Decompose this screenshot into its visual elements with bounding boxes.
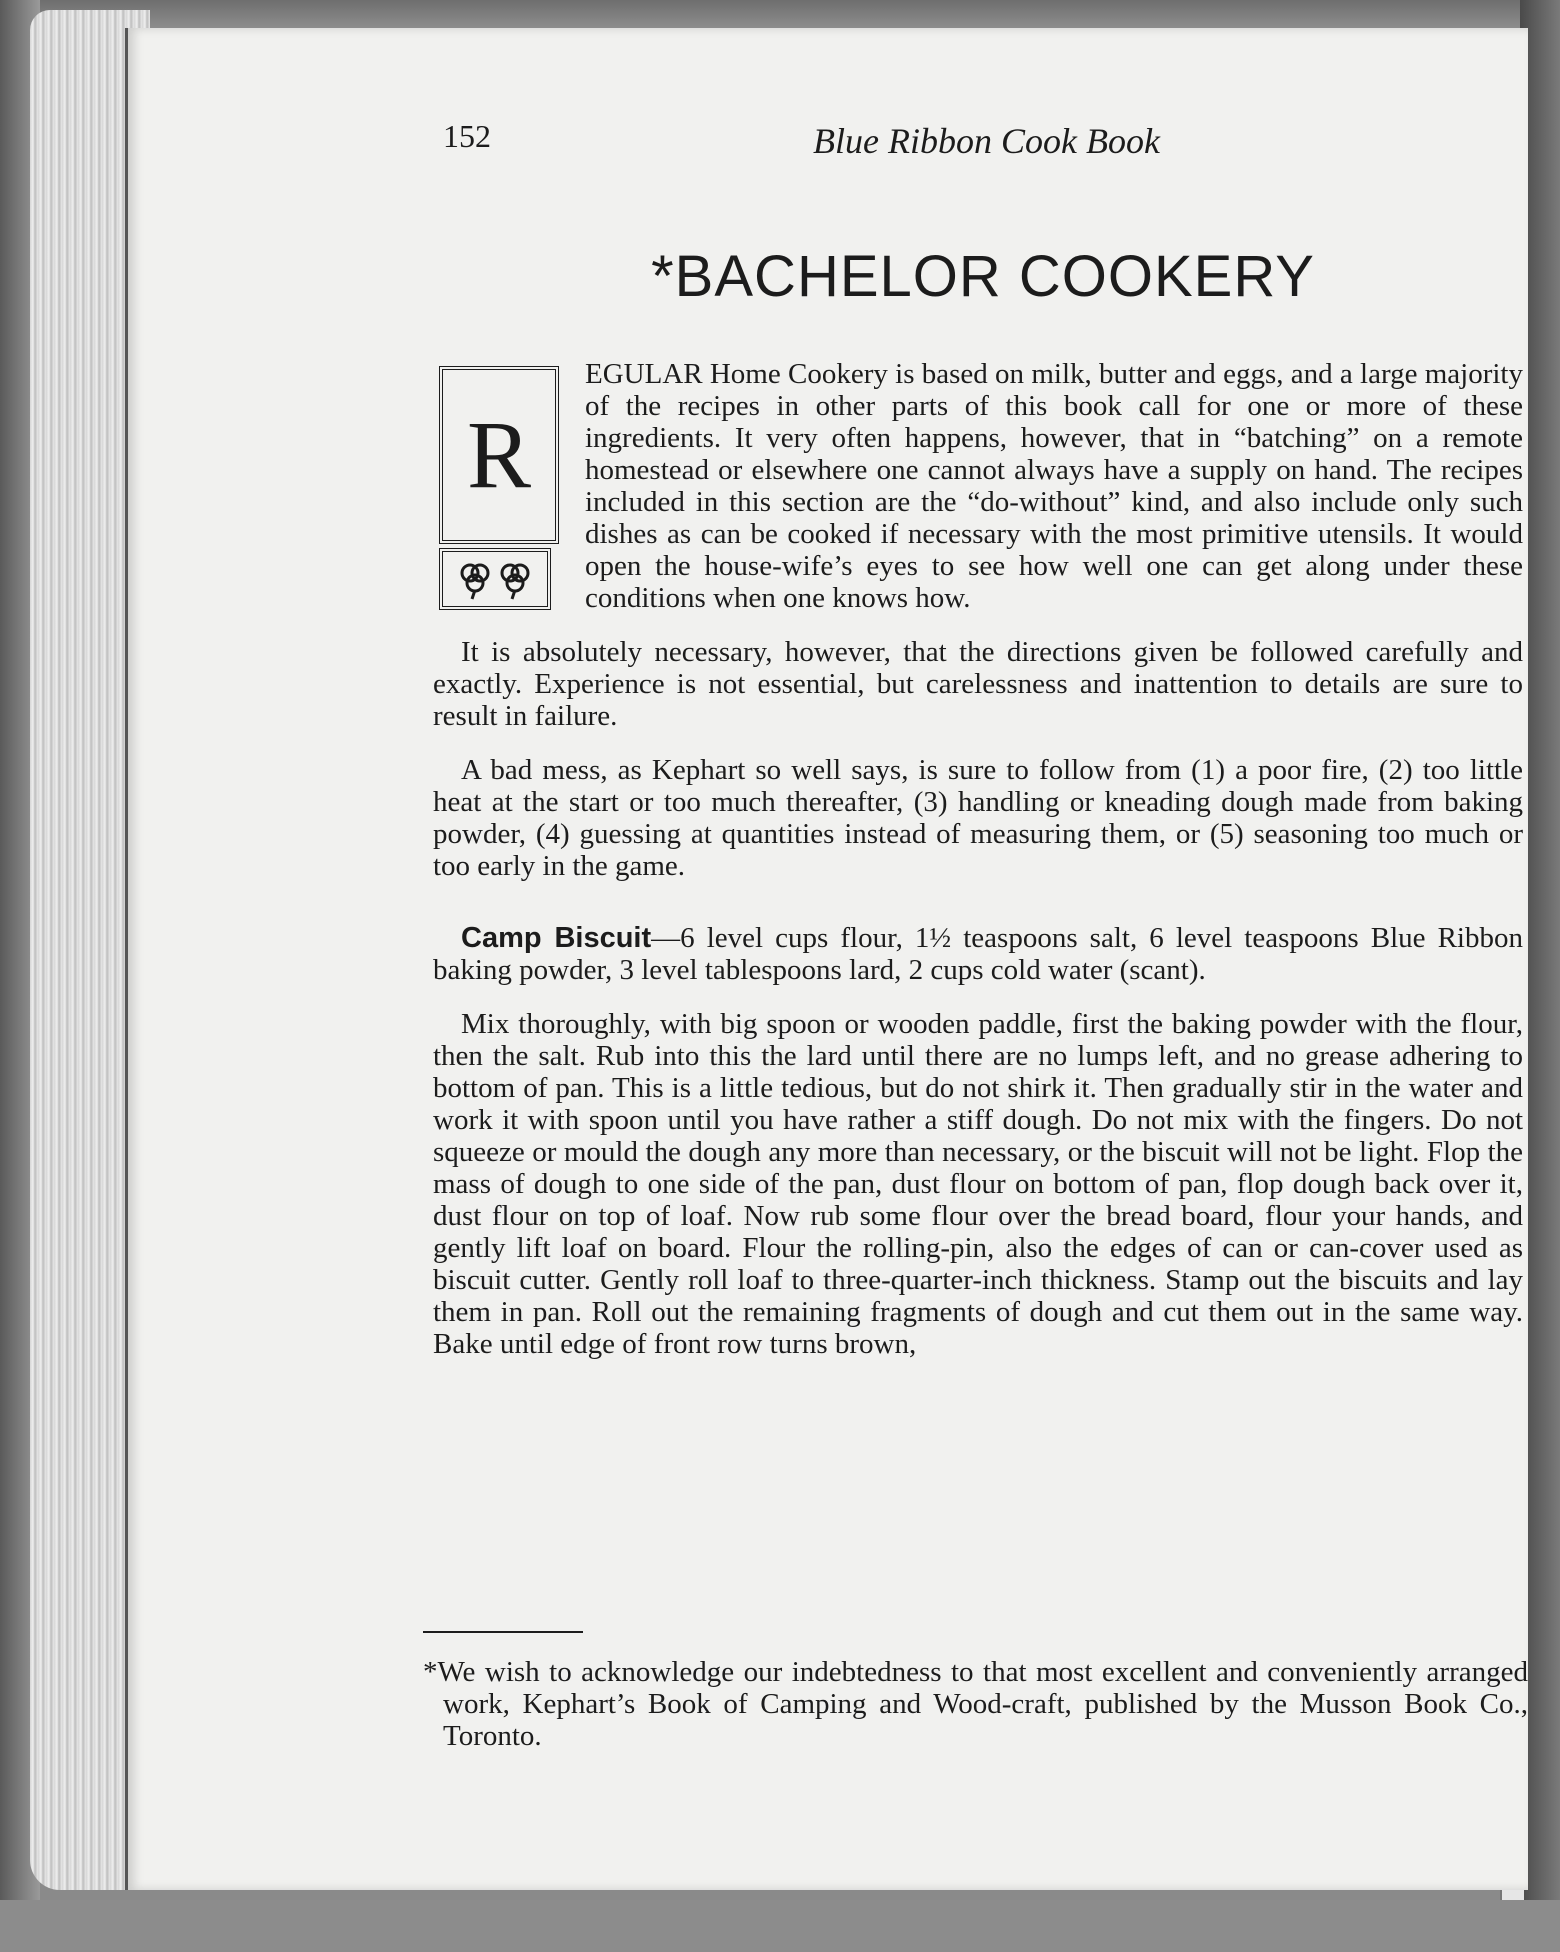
recipe-ingredients: —6 level cups flour, 1½ teaspoons salt, 6 level teaspoons Blue Ribbon baking powder, 3 level tablespoons lard, 2 cups cold water (scant).: [433, 922, 1523, 986]
footnote: *We wish to acknowledge our indebtedness to that most excellent and conveniently arranged work, Kephart’s Book of Camping and Wood-craft, published by the Musson Book Co., Toronto.: [423, 1656, 1528, 1752]
paragraph: It is absolutely necessary, however, that the directions given be followed carefully and exactly. Experience is not essential, but carelessness and inattention to details are sure to result in failure.: [433, 636, 1523, 732]
body-text: [433, 358, 1523, 1360]
recipe-name: Camp Biscuit: [461, 922, 652, 954]
book-title: Blue Ribbon Cook Book: [813, 121, 1160, 161]
scan-background-bottom: [0, 1900, 1560, 1952]
running-head: [313, 118, 1493, 168]
drop-cap: [433, 358, 563, 620]
book-page: [125, 28, 1528, 1890]
drop-cap-frame: [439, 366, 559, 544]
chapter-title: *BACHELOR COOKERY: [651, 244, 1315, 309]
intro-paragraph: EGULAR Home Cookery is based on milk, butter and eggs, and a large majority of the recipes in other parts of this book call for one or more of these ingredients. It very often happens, however, that in “batching” on a remote homestead or elsewhere one cannot always have a supply on hand. The recipes included in this section are the “do-without” kind, and also include only such dishes as can be cooked if necessary with the most primitive utensils. It would open the house-wife’s eyes to see how well one can get along under these conditions when one knows how.: [585, 358, 1523, 614]
clover-ornament-icon: [439, 548, 551, 610]
page-number: 152: [443, 118, 491, 154]
recipe-paragraph: [433, 922, 1523, 986]
footnote-rule: [423, 1631, 583, 1633]
drop-cap-letter: R: [466, 401, 532, 508]
paragraph: A bad mess, as Kephart so well says, is sure to follow from (1) a poor fire, (2) too little heat at the start or too much thereafter, (3) handling or kneading dough made from baking powder, (4) guessing at quantities instead of measuring them, or (5) seasoning too much or too early in the game.: [433, 754, 1523, 882]
paragraph: Mix thoroughly, with big spoon or wooden paddle, first the baking powder with the flour, then the salt. Rub into this the lard until there are no lumps left, and no grease adhering to bottom of pan. This is a little tedious, but do not shirk it. Then gradually stir in the water and work it with spoon until you have rather a stiff dough. Do not mix with the fingers. Do not squeeze or mould the dough any more than necessary, or the biscuit will not be light. Flop the mass of dough to one side of the pan, dust flour on bottom of pan, flop dough back over it, dust flour on top of loaf. Now rub some flour over the bread board, flour your hands, and gently lift loaf on board. Flour the rolling-pin, also the edges of can or can-cover used as biscuit cutter. Gently roll loaf to three-quarter-inch thickness. Stamp out the biscuits and lay them in pan. Roll out the remaining fragments of dough and cut them out in the same way. Bake until edge of front row turns brown,: [433, 1008, 1523, 1360]
